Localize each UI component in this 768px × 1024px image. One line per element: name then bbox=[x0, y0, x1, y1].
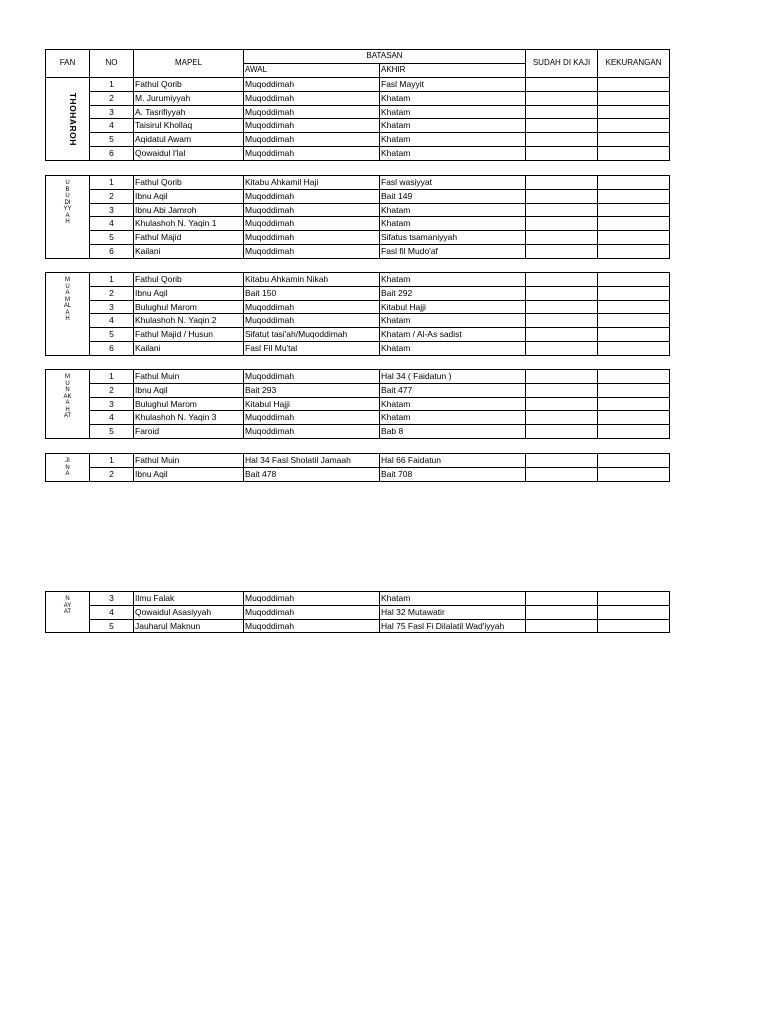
row-awal[interactable]: Muqoddimah bbox=[244, 217, 380, 231]
row-akhir[interactable]: Fasl wasiyyat bbox=[380, 176, 526, 190]
row-akhir[interactable]: Khatam / Al-As sadist bbox=[380, 328, 526, 342]
row-sudah-di-kaji[interactable] bbox=[526, 189, 598, 203]
fan-cell-nayat[interactable] bbox=[46, 592, 90, 633]
table-row bbox=[46, 383, 670, 397]
row-awal[interactable]: Muqoddimah bbox=[244, 231, 380, 245]
section-table-jina bbox=[45, 453, 670, 482]
row-no[interactable]: 1 bbox=[90, 370, 134, 384]
fan-label: THOHAROH bbox=[67, 92, 78, 146]
fan-label: UBUDIYYAH bbox=[63, 180, 72, 225]
row-kekurangan[interactable] bbox=[598, 605, 670, 619]
row-akhir[interactable]: Sifatus tsamaniyyah bbox=[380, 231, 526, 245]
row-awal[interactable]: Muqoddimah bbox=[244, 105, 380, 119]
table-row bbox=[46, 105, 670, 119]
table-row bbox=[46, 314, 670, 328]
row-awal[interactable]: Muqoddimah bbox=[244, 370, 380, 384]
row-akhir[interactable]: Khatam bbox=[380, 119, 526, 133]
row-no[interactable]: 2 bbox=[90, 383, 134, 397]
row-awal[interactable]: Kitabu Ahkamin Nikah bbox=[244, 273, 380, 287]
row-kekurangan[interactable] bbox=[598, 397, 670, 411]
row-awal[interactable]: Fasl Fil Mu'tal bbox=[244, 341, 380, 355]
row-no[interactable]: 4 bbox=[90, 119, 134, 133]
header-batasan[interactable]: BATASAN bbox=[244, 50, 526, 64]
table-row bbox=[46, 328, 670, 342]
row-awal[interactable]: Muqoddimah bbox=[244, 203, 380, 217]
row-awal[interactable]: Muqoddimah bbox=[244, 619, 380, 633]
row-mapel[interactable]: Aqidatul Awam bbox=[134, 133, 244, 147]
row-no[interactable]: 1 bbox=[90, 273, 134, 287]
row-kekurangan[interactable] bbox=[598, 370, 670, 384]
table-row bbox=[46, 397, 670, 411]
row-kekurangan[interactable] bbox=[598, 425, 670, 439]
row-sudah-di-kaji[interactable] bbox=[526, 231, 598, 245]
row-kekurangan[interactable] bbox=[598, 91, 670, 105]
row-mapel[interactable]: Qowaidul Asasiyyah bbox=[134, 605, 244, 619]
row-sudah-di-kaji[interactable] bbox=[526, 286, 598, 300]
row-kekurangan[interactable] bbox=[598, 105, 670, 119]
header-awal[interactable]: AWAL bbox=[244, 64, 380, 78]
row-awal[interactable]: Muqoddimah bbox=[244, 605, 380, 619]
row-akhir[interactable]: Khatam bbox=[380, 91, 526, 105]
row-no[interactable]: 3 bbox=[90, 300, 134, 314]
row-akhir[interactable]: Khatam bbox=[380, 217, 526, 231]
row-sudah-di-kaji[interactable] bbox=[526, 273, 598, 287]
header-row bbox=[46, 50, 670, 64]
row-akhir[interactable]: Hal 32 Mutawatir bbox=[380, 605, 526, 619]
row-awal[interactable]: Muqoddimah bbox=[244, 189, 380, 203]
row-akhir[interactable]: Hal 34 ( Faidatun ) bbox=[380, 370, 526, 384]
row-mapel[interactable]: Ibnu Aqil bbox=[134, 383, 244, 397]
row-sudah-di-kaji[interactable] bbox=[526, 619, 598, 633]
row-kekurangan[interactable] bbox=[598, 146, 670, 160]
fan-cell-thoharoh[interactable] bbox=[46, 78, 90, 161]
row-kekurangan[interactable] bbox=[598, 244, 670, 258]
table-row bbox=[46, 244, 670, 258]
row-no[interactable]: 1 bbox=[90, 78, 134, 92]
row-no[interactable]: 2 bbox=[90, 286, 134, 300]
row-sudah-di-kaji[interactable] bbox=[526, 105, 598, 119]
row-akhir[interactable]: Kitabul Hajji bbox=[380, 300, 526, 314]
row-sudah-di-kaji[interactable] bbox=[526, 341, 598, 355]
section-table-nayat bbox=[45, 591, 670, 633]
row-awal[interactable]: Muqoddimah bbox=[244, 133, 380, 147]
row-awal[interactable]: Bait 478 bbox=[244, 467, 380, 481]
row-akhir[interactable]: Khatam bbox=[380, 203, 526, 217]
row-akhir[interactable]: Khatam bbox=[380, 146, 526, 160]
table-row bbox=[46, 286, 670, 300]
row-akhir[interactable]: Khatam bbox=[380, 411, 526, 425]
row-no[interactable]: 1 bbox=[90, 176, 134, 190]
row-awal[interactable]: Bait 293 bbox=[244, 383, 380, 397]
table-row bbox=[46, 411, 670, 425]
row-akhir[interactable]: Bait 292 bbox=[380, 286, 526, 300]
row-mapel[interactable]: Qowaidul I'lal bbox=[134, 146, 244, 160]
row-no[interactable]: 4 bbox=[90, 411, 134, 425]
row-no[interactable]: 2 bbox=[90, 467, 134, 481]
table-row bbox=[46, 119, 670, 133]
row-mapel[interactable]: Khulashoh N. Yaqin 1 bbox=[134, 217, 244, 231]
section-table-thoharoh bbox=[45, 49, 670, 161]
row-kekurangan[interactable] bbox=[598, 217, 670, 231]
row-sudah-di-kaji[interactable] bbox=[526, 314, 598, 328]
row-sudah-di-kaji[interactable] bbox=[526, 300, 598, 314]
row-mapel[interactable]: Bulughul Marom bbox=[134, 300, 244, 314]
table-row bbox=[46, 467, 670, 481]
table-row bbox=[46, 189, 670, 203]
header-fan[interactable]: FAN bbox=[46, 50, 90, 78]
row-mapel[interactable]: Ibnu Aqil bbox=[134, 189, 244, 203]
row-sudah-di-kaji[interactable] bbox=[526, 244, 598, 258]
row-mapel[interactable]: Faroid bbox=[134, 425, 244, 439]
row-kekurangan[interactable] bbox=[598, 119, 670, 133]
row-no[interactable]: 6 bbox=[90, 244, 134, 258]
table-row bbox=[46, 370, 670, 384]
fan-cell-jina[interactable] bbox=[46, 454, 90, 482]
row-sudah-di-kaji[interactable] bbox=[526, 383, 598, 397]
row-awal[interactable]: Muqoddimah bbox=[244, 91, 380, 105]
row-mapel[interactable]: Fathul Majid / Husun bbox=[134, 328, 244, 342]
row-mapel[interactable]: Fathul Muin bbox=[134, 454, 244, 468]
row-kekurangan[interactable] bbox=[598, 341, 670, 355]
fan-cell-muamalah[interactable] bbox=[46, 273, 90, 356]
row-kekurangan[interactable] bbox=[598, 273, 670, 287]
row-akhir[interactable]: Khatam bbox=[380, 273, 526, 287]
row-mapel[interactable]: Fathul Muin bbox=[134, 370, 244, 384]
table-row bbox=[46, 619, 670, 633]
row-mapel[interactable]: Fathul Qorib bbox=[134, 176, 244, 190]
fan-label: NAYAT bbox=[63, 596, 72, 615]
row-kekurangan[interactable] bbox=[598, 133, 670, 147]
row-mapel[interactable]: Khulashoh N. Yaqin 2 bbox=[134, 314, 244, 328]
row-awal[interactable]: Muqoddimah bbox=[244, 244, 380, 258]
row-akhir[interactable]: Khatam bbox=[380, 592, 526, 606]
header-no[interactable]: NO bbox=[90, 50, 134, 78]
row-awal[interactable]: Bait 150 bbox=[244, 286, 380, 300]
header-akhir[interactable]: AKHIR bbox=[380, 64, 526, 78]
row-kekurangan[interactable] bbox=[598, 286, 670, 300]
row-no[interactable]: 3 bbox=[90, 203, 134, 217]
row-sudah-di-kaji[interactable] bbox=[526, 425, 598, 439]
row-akhir[interactable]: Khatam bbox=[380, 314, 526, 328]
row-sudah-di-kaji[interactable] bbox=[526, 605, 598, 619]
row-kekurangan[interactable] bbox=[598, 176, 670, 190]
row-kekurangan[interactable] bbox=[598, 328, 670, 342]
row-kekurangan[interactable] bbox=[598, 411, 670, 425]
table-row bbox=[46, 217, 670, 231]
row-awal[interactable]: Sifatut tasi'ah/Muqoddimah bbox=[244, 328, 380, 342]
row-kekurangan[interactable] bbox=[598, 454, 670, 468]
row-no[interactable]: 2 bbox=[90, 91, 134, 105]
table-row bbox=[46, 78, 670, 92]
row-akhir[interactable]: Fasl fil Mudo'af bbox=[380, 244, 526, 258]
row-awal[interactable]: Kitabul Hajji bbox=[244, 397, 380, 411]
row-no[interactable]: 5 bbox=[90, 425, 134, 439]
row-kekurangan[interactable] bbox=[598, 203, 670, 217]
fan-cell-ubudiyyah[interactable] bbox=[46, 176, 90, 259]
row-awal[interactable]: Muqoddimah bbox=[244, 119, 380, 133]
row-awal[interactable]: Kitabu Ahkamil Haji bbox=[244, 176, 380, 190]
row-kekurangan[interactable] bbox=[598, 383, 670, 397]
row-akhir[interactable]: Khatam bbox=[380, 397, 526, 411]
row-kekurangan[interactable] bbox=[598, 467, 670, 481]
row-no[interactable]: 3 bbox=[90, 105, 134, 119]
row-no[interactable]: 5 bbox=[90, 231, 134, 245]
row-kekurangan[interactable] bbox=[598, 231, 670, 245]
row-no[interactable]: 4 bbox=[90, 314, 134, 328]
section-table-muamalah bbox=[45, 272, 670, 356]
row-akhir[interactable]: Khatam bbox=[380, 105, 526, 119]
row-sudah-di-kaji[interactable] bbox=[526, 411, 598, 425]
row-awal[interactable]: Muqoddimah bbox=[244, 314, 380, 328]
table-row bbox=[46, 454, 670, 468]
row-no[interactable]: 3 bbox=[90, 397, 134, 411]
row-akhir[interactable]: Khatam bbox=[380, 133, 526, 147]
row-mapel[interactable]: Khulashoh N. Yaqin 3 bbox=[134, 411, 244, 425]
row-akhir[interactable]: Hal 75 Fasl Fi Dilalatil Wad'iyyah bbox=[380, 619, 526, 633]
row-sudah-di-kaji[interactable] bbox=[526, 467, 598, 481]
row-awal[interactable]: Hal 34 Fasl Sholatil Jamaah bbox=[244, 454, 380, 468]
row-no[interactable]: 4 bbox=[90, 217, 134, 231]
row-akhir[interactable]: Fasl Mayyit bbox=[380, 78, 526, 92]
row-sudah-di-kaji[interactable] bbox=[526, 217, 598, 231]
row-mapel[interactable]: Fathul Qorib bbox=[134, 273, 244, 287]
table-row bbox=[46, 300, 670, 314]
row-akhir[interactable]: Hal 66 Faidatun bbox=[380, 454, 526, 468]
row-no[interactable]: 5 bbox=[90, 328, 134, 342]
table-row bbox=[46, 203, 670, 217]
row-awal[interactable]: Muqoddimah bbox=[244, 146, 380, 160]
row-mapel[interactable]: Kailani bbox=[134, 244, 244, 258]
fan-label: MUAMALAH bbox=[63, 277, 72, 322]
row-awal[interactable]: Muqoddimah bbox=[244, 411, 380, 425]
row-no[interactable]: 5 bbox=[90, 619, 134, 633]
row-mapel[interactable]: Fathul Majid bbox=[134, 231, 244, 245]
row-mapel[interactable]: Bulughul Marom bbox=[134, 397, 244, 411]
fan-label: MUNAKAHAT bbox=[63, 374, 72, 419]
row-awal[interactable]: Muqoddimah bbox=[244, 425, 380, 439]
row-no[interactable]: 2 bbox=[90, 189, 134, 203]
table-row bbox=[46, 146, 670, 160]
row-akhir[interactable]: Bait 477 bbox=[380, 383, 526, 397]
row-kekurangan[interactable] bbox=[598, 314, 670, 328]
row-awal[interactable]: Muqoddimah bbox=[244, 592, 380, 606]
row-mapel[interactable]: Ibnu Aqil bbox=[134, 286, 244, 300]
table-row bbox=[46, 605, 670, 619]
row-kekurangan[interactable] bbox=[598, 189, 670, 203]
row-mapel[interactable]: Jauharul Maknun bbox=[134, 619, 244, 633]
row-mapel[interactable]: Ibnu Abi Jamroh bbox=[134, 203, 244, 217]
row-akhir[interactable]: Khatam bbox=[380, 341, 526, 355]
row-mapel[interactable]: Ibnu Aqil bbox=[134, 467, 244, 481]
row-sudah-di-kaji[interactable] bbox=[526, 133, 598, 147]
section-table-ubudiyyah bbox=[45, 175, 670, 259]
row-sudah-di-kaji[interactable] bbox=[526, 78, 598, 92]
row-sudah-di-kaji[interactable] bbox=[526, 592, 598, 606]
header-mapel[interactable]: MAPEL bbox=[134, 50, 244, 78]
table-row bbox=[46, 176, 670, 190]
fan-label: JINA bbox=[65, 458, 70, 477]
row-no[interactable]: 4 bbox=[90, 605, 134, 619]
row-kekurangan[interactable] bbox=[598, 619, 670, 633]
section-table-munakahat bbox=[45, 369, 670, 439]
row-awal[interactable]: Muqoddimah bbox=[244, 300, 380, 314]
row-mapel[interactable]: M. Jurumiyyah bbox=[134, 91, 244, 105]
row-sudah-di-kaji[interactable] bbox=[526, 146, 598, 160]
row-sudah-di-kaji[interactable] bbox=[526, 203, 598, 217]
table-row bbox=[46, 425, 670, 439]
row-no[interactable]: 3 bbox=[90, 592, 134, 606]
row-akhir[interactable]: Bait 708 bbox=[380, 467, 526, 481]
row-mapel[interactable]: Ilmu Falak bbox=[134, 592, 244, 606]
table-row bbox=[46, 341, 670, 355]
row-sudah-di-kaji[interactable] bbox=[526, 91, 598, 105]
row-sudah-di-kaji[interactable] bbox=[526, 176, 598, 190]
row-akhir[interactable]: Bait 149 bbox=[380, 189, 526, 203]
row-mapel[interactable]: Kailani bbox=[134, 341, 244, 355]
row-sudah-di-kaji[interactable] bbox=[526, 454, 598, 468]
table-row bbox=[46, 592, 670, 606]
table-row bbox=[46, 273, 670, 287]
row-kekurangan[interactable] bbox=[598, 78, 670, 92]
row-akhir[interactable]: Bab 8 bbox=[380, 425, 526, 439]
row-sudah-di-kaji[interactable] bbox=[526, 328, 598, 342]
row-no[interactable]: 1 bbox=[90, 454, 134, 468]
row-mapel[interactable]: Taisirul Khollaq bbox=[134, 119, 244, 133]
row-sudah-di-kaji[interactable] bbox=[526, 370, 598, 384]
row-no[interactable]: 5 bbox=[90, 133, 134, 147]
header-sudah-di-kaji[interactable]: SUDAH DI KAJI bbox=[526, 50, 598, 78]
table-row bbox=[46, 231, 670, 245]
row-mapel[interactable]: A. Tasrifiyyah bbox=[134, 105, 244, 119]
row-awal[interactable]: Muqoddimah bbox=[244, 78, 380, 92]
header-kekurangan[interactable]: KEKURANGAN bbox=[598, 50, 670, 78]
row-mapel[interactable]: Fathul Qorib bbox=[134, 78, 244, 92]
table-row bbox=[46, 91, 670, 105]
row-no[interactable]: 6 bbox=[90, 341, 134, 355]
fan-cell-munakahat[interactable] bbox=[46, 370, 90, 439]
row-kekurangan[interactable] bbox=[598, 300, 670, 314]
table-row bbox=[46, 133, 670, 147]
row-sudah-di-kaji[interactable] bbox=[526, 119, 598, 133]
row-sudah-di-kaji[interactable] bbox=[526, 397, 598, 411]
row-kekurangan[interactable] bbox=[598, 592, 670, 606]
row-no[interactable]: 6 bbox=[90, 146, 134, 160]
